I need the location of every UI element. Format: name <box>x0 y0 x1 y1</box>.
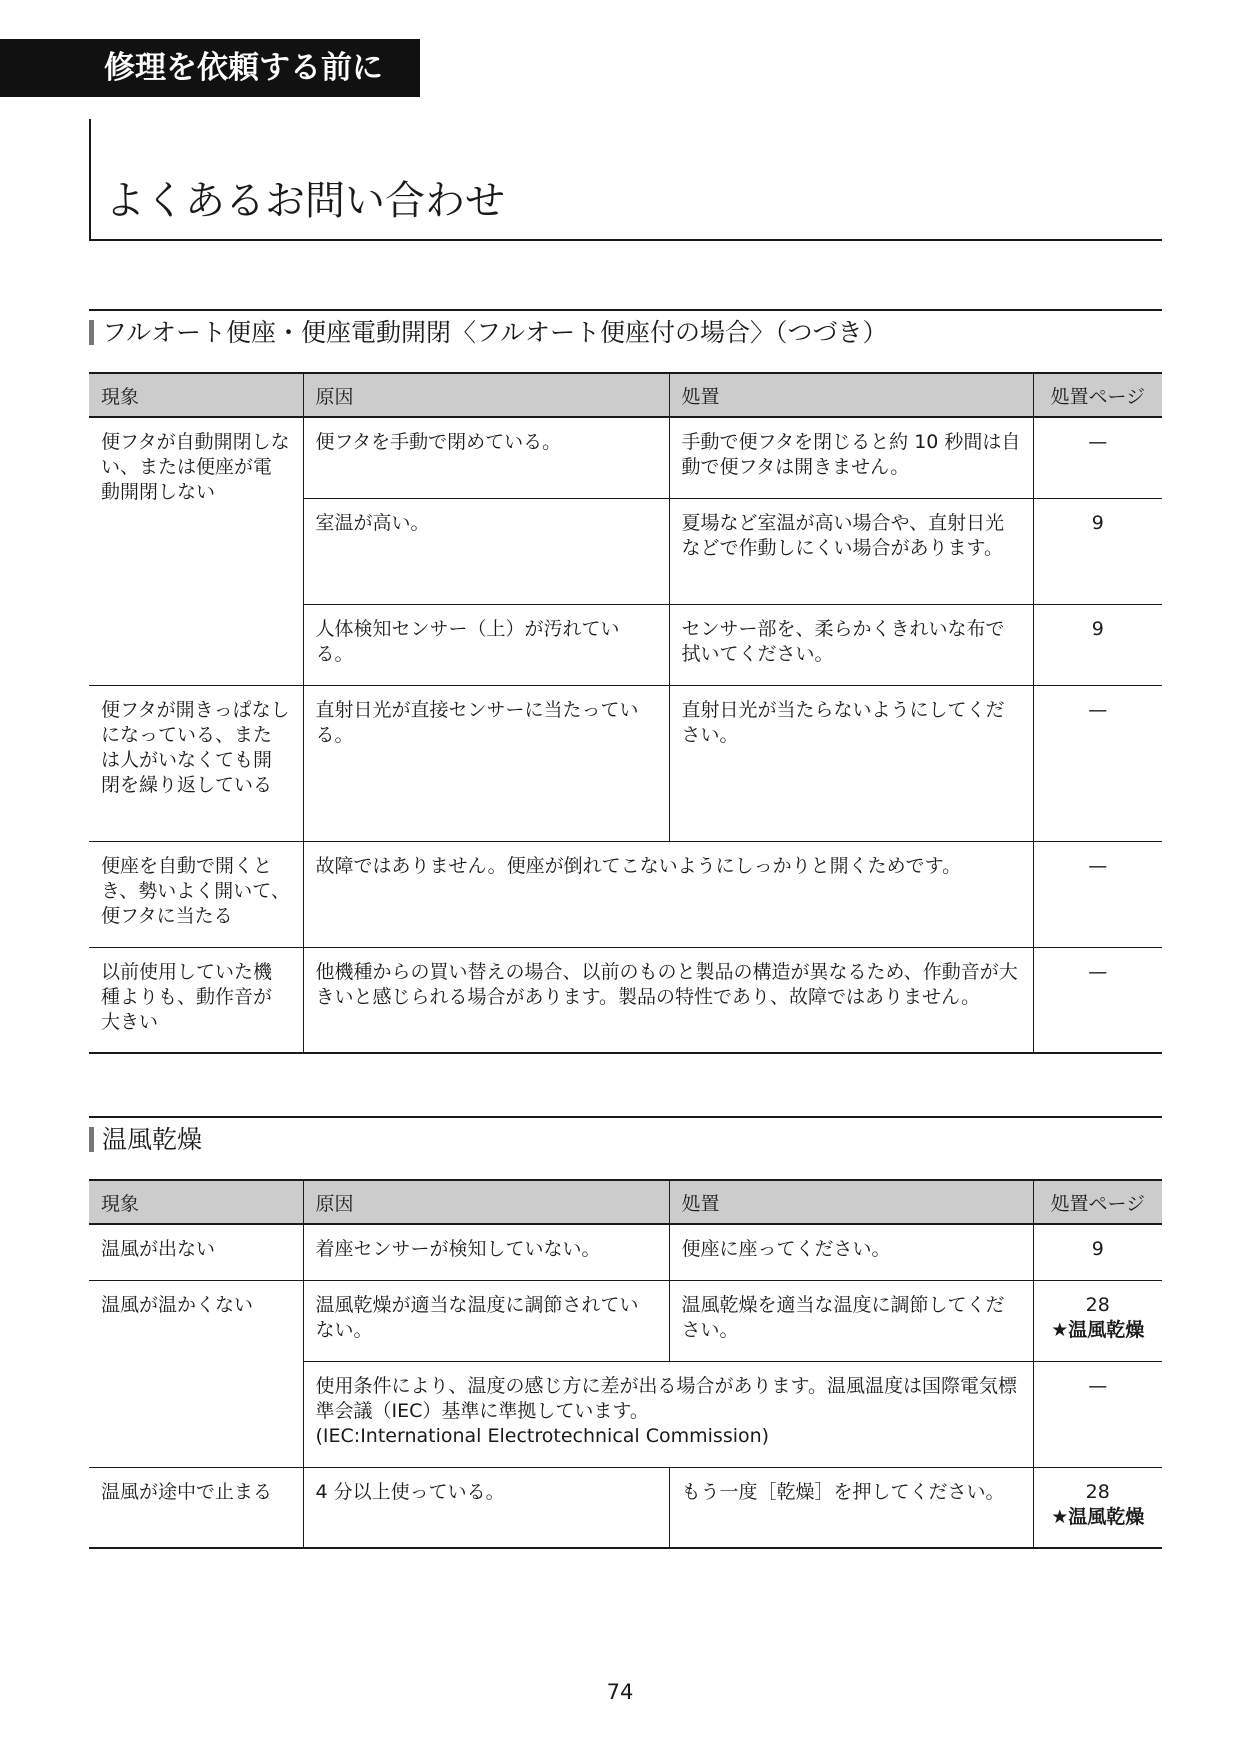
chapter-divider-vertical <box>89 119 91 241</box>
section-marker <box>89 1127 94 1152</box>
page-number: 28 <box>1085 1480 1110 1503</box>
page-number: 28 <box>1085 1293 1110 1316</box>
symptom-cell: 便座を自動で開くとき、勢いよく開いて、便フタに当たる <box>89 841 303 947</box>
troubleshooting-table <box>89 372 1162 1054</box>
chapter-title: よくあるお問い合わせ <box>105 178 505 224</box>
column-header-page: 処置ページ <box>1033 373 1162 417</box>
merged-note: (IEC:International Electrotechnical Commission) <box>315 1424 770 1447</box>
table-row <box>89 1280 1162 1361</box>
cause-cell: 室温が高い。 <box>303 498 669 604</box>
cause-cell: 人体検知センサー（上）が汚れている。 <box>303 604 669 685</box>
table-row <box>89 417 1162 498</box>
action-cell: 手動で便フタを閉じると約 10 秒間は自動で便フタは開きません。 <box>669 417 1033 498</box>
page-reference: ★温風乾燥 <box>1051 1505 1145 1528</box>
cause-cell: 便フタを手動で閉めている。 <box>303 417 669 498</box>
merged-cause-action-cell: 故障ではありません。便座が倒れてこないようにしっかりと開くためです。 <box>303 841 1033 947</box>
cause-cell: 4 分以上使っている。 <box>303 1467 669 1548</box>
action-cell: 温風乾燥を適当な温度に調節してください。 <box>669 1280 1033 1361</box>
page-cell: — <box>1033 685 1162 841</box>
section-tab-label: 修理を依頼する前に <box>104 50 383 86</box>
cause-cell: 直射日光が直接センサーに当たっている。 <box>303 685 669 841</box>
page-number-footer: 74 <box>606 1680 634 1704</box>
column-header-action: 処置 <box>669 1180 1033 1224</box>
page-cell: — <box>1033 1361 1162 1467</box>
table-row <box>89 685 1162 841</box>
section-title: フルオート便座・便座電動開閉〈フルオート便座付の場合〉（つづき） <box>102 318 888 347</box>
section-rule <box>89 309 1162 311</box>
page-cell <box>1033 1280 1162 1361</box>
section-heading <box>89 309 1162 372</box>
section-heading <box>89 1116 1162 1179</box>
section-auto-seat <box>89 309 1162 1054</box>
section-title: 温風乾燥 <box>102 1125 203 1154</box>
merged-cause-action-cell: 他機種からの買い替えの場合、以前のものと製品の構造が異なるため、作動音が大きいと感じられる場合があります。製品の特性であり、故障ではありません。 <box>303 947 1033 1053</box>
symptom-cell: 便フタが開きっぱなしになっている、または人がいなくても開閉を繰り返している <box>89 685 303 841</box>
action-cell: センサー部を、柔らかくきれいな布で拭いてください。 <box>669 604 1033 685</box>
table-row <box>89 1224 1162 1280</box>
action-cell: もう一度［乾燥］を押してください。 <box>669 1467 1033 1548</box>
section-warm-air-dryer <box>89 1116 1162 1549</box>
action-cell: 直射日光が当たらないようにしてください。 <box>669 685 1033 841</box>
action-cell: 便座に座ってください。 <box>669 1224 1033 1280</box>
cause-cell: 着座センサーが検知していない。 <box>303 1224 669 1280</box>
merged-text: 使用条件により、温度の感じ方に差が出る場合があります。温風温度は国際電気標準会議（IEC）基準に準拠しています。 <box>315 1374 1017 1422</box>
symptom-cell: 便フタが自動開閉しない、または便座が電動開閉しない <box>89 417 303 685</box>
column-header-symptom: 現象 <box>89 1180 303 1224</box>
column-header-action: 処置 <box>669 373 1033 417</box>
page-cell: 9 <box>1033 498 1162 604</box>
action-cell: 夏場など室温が高い場合や、直射日光などで作動しにくい場合があります。 <box>669 498 1033 604</box>
page-cell: 9 <box>1033 604 1162 685</box>
column-header-cause: 原因 <box>303 1180 669 1224</box>
column-header-page: 処置ページ <box>1033 1180 1162 1224</box>
table-header-row <box>89 373 1162 417</box>
troubleshooting-table <box>89 1179 1162 1549</box>
page-cell: — <box>1033 947 1162 1053</box>
cause-cell: 温風乾燥が適当な温度に調節されていない。 <box>303 1280 669 1361</box>
table-header-row <box>89 1180 1162 1224</box>
section-tab <box>0 39 420 97</box>
table-row <box>89 947 1162 1053</box>
chapter-divider-horizontal <box>89 239 1162 241</box>
merged-cause-action-cell <box>303 1361 1033 1467</box>
page-cell <box>1033 1467 1162 1548</box>
page-cell: — <box>1033 417 1162 498</box>
symptom-cell: 以前使用していた機種よりも、動作音が大きい <box>89 947 303 1053</box>
page-reference: ★温風乾燥 <box>1051 1318 1145 1341</box>
section-marker <box>89 320 94 345</box>
table-row <box>89 1467 1162 1548</box>
table-row <box>89 841 1162 947</box>
page-cell: — <box>1033 841 1162 947</box>
symptom-cell: 温風が温かくない <box>89 1280 303 1467</box>
section-rule <box>89 1116 1162 1118</box>
symptom-cell: 温風が出ない <box>89 1224 303 1280</box>
symptom-cell: 温風が途中で止まる <box>89 1467 303 1548</box>
page-cell: 9 <box>1033 1224 1162 1280</box>
column-header-symptom: 現象 <box>89 373 303 417</box>
column-header-cause: 原因 <box>303 373 669 417</box>
